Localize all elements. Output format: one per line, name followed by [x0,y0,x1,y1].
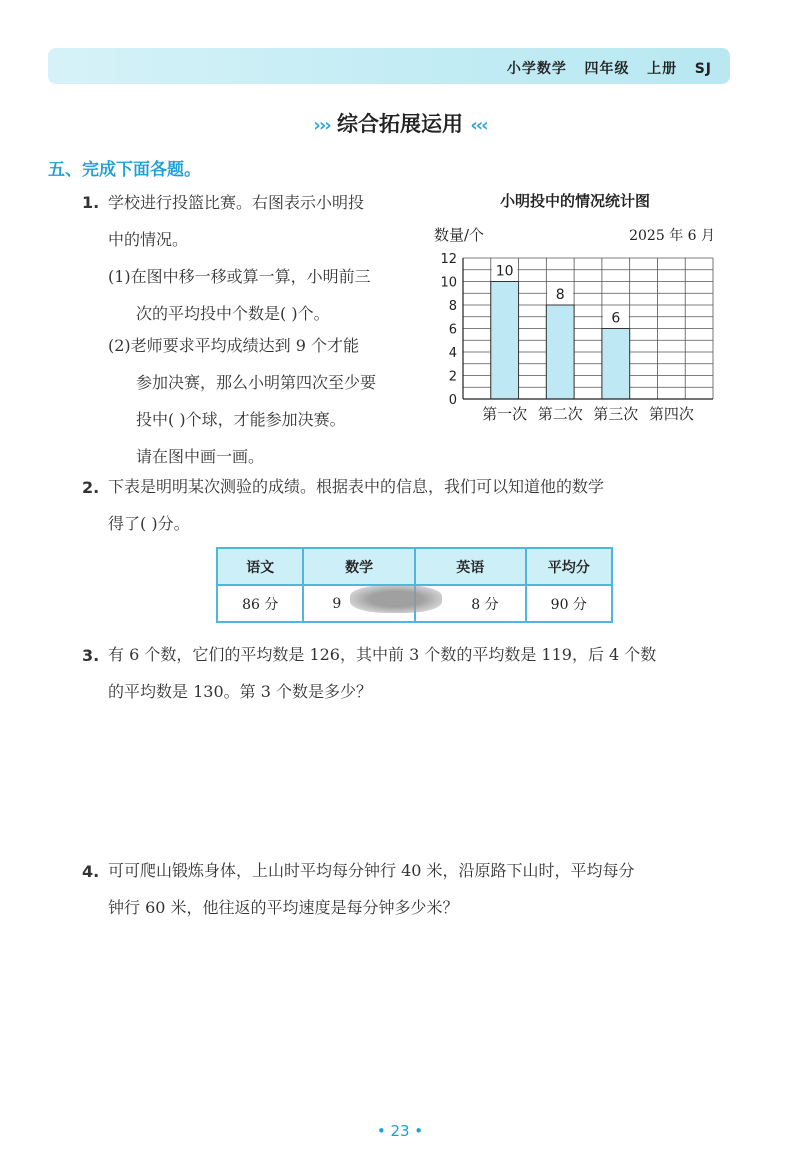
section-title [0,108,800,138]
x-tick-label: 第四次 [648,405,694,423]
left-arrows-icon: ››› [313,115,330,136]
question-1-number: 1. [82,193,100,212]
y-tick-label: 4 [448,346,457,361]
q4-line: 可可爬山锻炼身体，上山时平均每分钟行 40 米，沿原路下山时，平均每分 [108,861,635,880]
section-title-text: 综合拓展运用 [337,112,463,136]
right-arrows-icon: ‹‹‹ [470,115,487,136]
q1-sub2-line: 投中( )个球，才能参加决赛。 [136,410,346,429]
y-tick-label: 10 [440,275,457,291]
table-header-cell: 数学 [303,548,415,585]
table-cell: 90 分 [526,585,612,622]
x-tick-label: 第一次 [482,405,528,423]
y-tick-label: 2 [448,369,457,385]
q3-line: 有 6 个数，它们的平均数是 126，其中前 3 个数的平均数是 119，后 4 个数 [108,645,657,664]
data-label: 6 [611,310,621,327]
y-tick-label: 12 [440,252,457,267]
q1-sub1-line: (1)在图中移一移或算一算，小明前三 [108,267,371,286]
page-number: • 23 • [376,1122,424,1140]
table-header-cell: 平均分 [526,548,612,585]
question-4-number: 4. [82,862,100,881]
table-cell: 9 [303,585,415,622]
q2-line: 下表是明明某次测验的成绩。根据表中的信息，我们可以知道他的数学 [108,477,605,496]
bar [491,282,519,400]
q1-sub2-line: 请在图中画一画。 [136,447,265,466]
question-1-sub2 [108,327,376,475]
score-table-header-row [217,548,612,585]
y-tick-label: 8 [448,299,457,314]
bar [546,305,574,399]
x-tick-label: 第三次 [593,405,639,423]
data-label: 8 [555,287,565,303]
question-1-text [108,184,364,258]
table-cell: 86 分 [217,585,303,622]
header-book-info: 小学数学 四年级 上册 SJ [506,61,712,77]
bar-chart [430,222,730,432]
q3-line: 的平均数是 130。第 3 个数是多少？ [108,682,372,701]
y-tick-label: 6 [448,322,457,338]
q1-line: 学校进行投篮比赛。右图表示小明投 [108,193,365,212]
data-label: 10 [495,263,514,280]
question-1-sub1 [108,258,371,332]
table-header-cell: 语文 [217,548,303,585]
part-title: 五、完成下面各题。 [48,160,201,180]
chart-title: 小明投中的情况统计图 [499,192,650,210]
question-3-text [108,636,656,710]
q1-sub2-line: 参加决赛，那么小明第四次至少要 [136,373,377,392]
question-2-number: 2. [82,478,100,497]
q1-sub1-line: 次的平均投中个数是( )个。 [136,304,330,323]
x-tick-label: 第二次 [537,405,583,423]
q2-line: 得了( )分。 [108,514,190,533]
table-header-cell: 英语 [415,548,526,585]
question-4-text [108,852,635,926]
bar [602,329,630,400]
question-3-number: 3. [82,646,100,665]
q1-sub2-line: (2)老师要求平均成绩达到 9 个才能 [108,336,360,355]
q4-line: 钟行 60 米，他往返的平均速度是每分钟多少米？ [108,898,459,917]
y-tick-label: 0 [448,393,457,408]
y-axis-label: 数量/个 [434,226,485,244]
ink-smudge [350,585,442,613]
q1-line: 中的情况。 [108,230,189,249]
question-2-text [108,468,604,542]
chart-date: 2025 年 6 月 [629,228,715,244]
table-cell: 8 分 [415,585,526,622]
